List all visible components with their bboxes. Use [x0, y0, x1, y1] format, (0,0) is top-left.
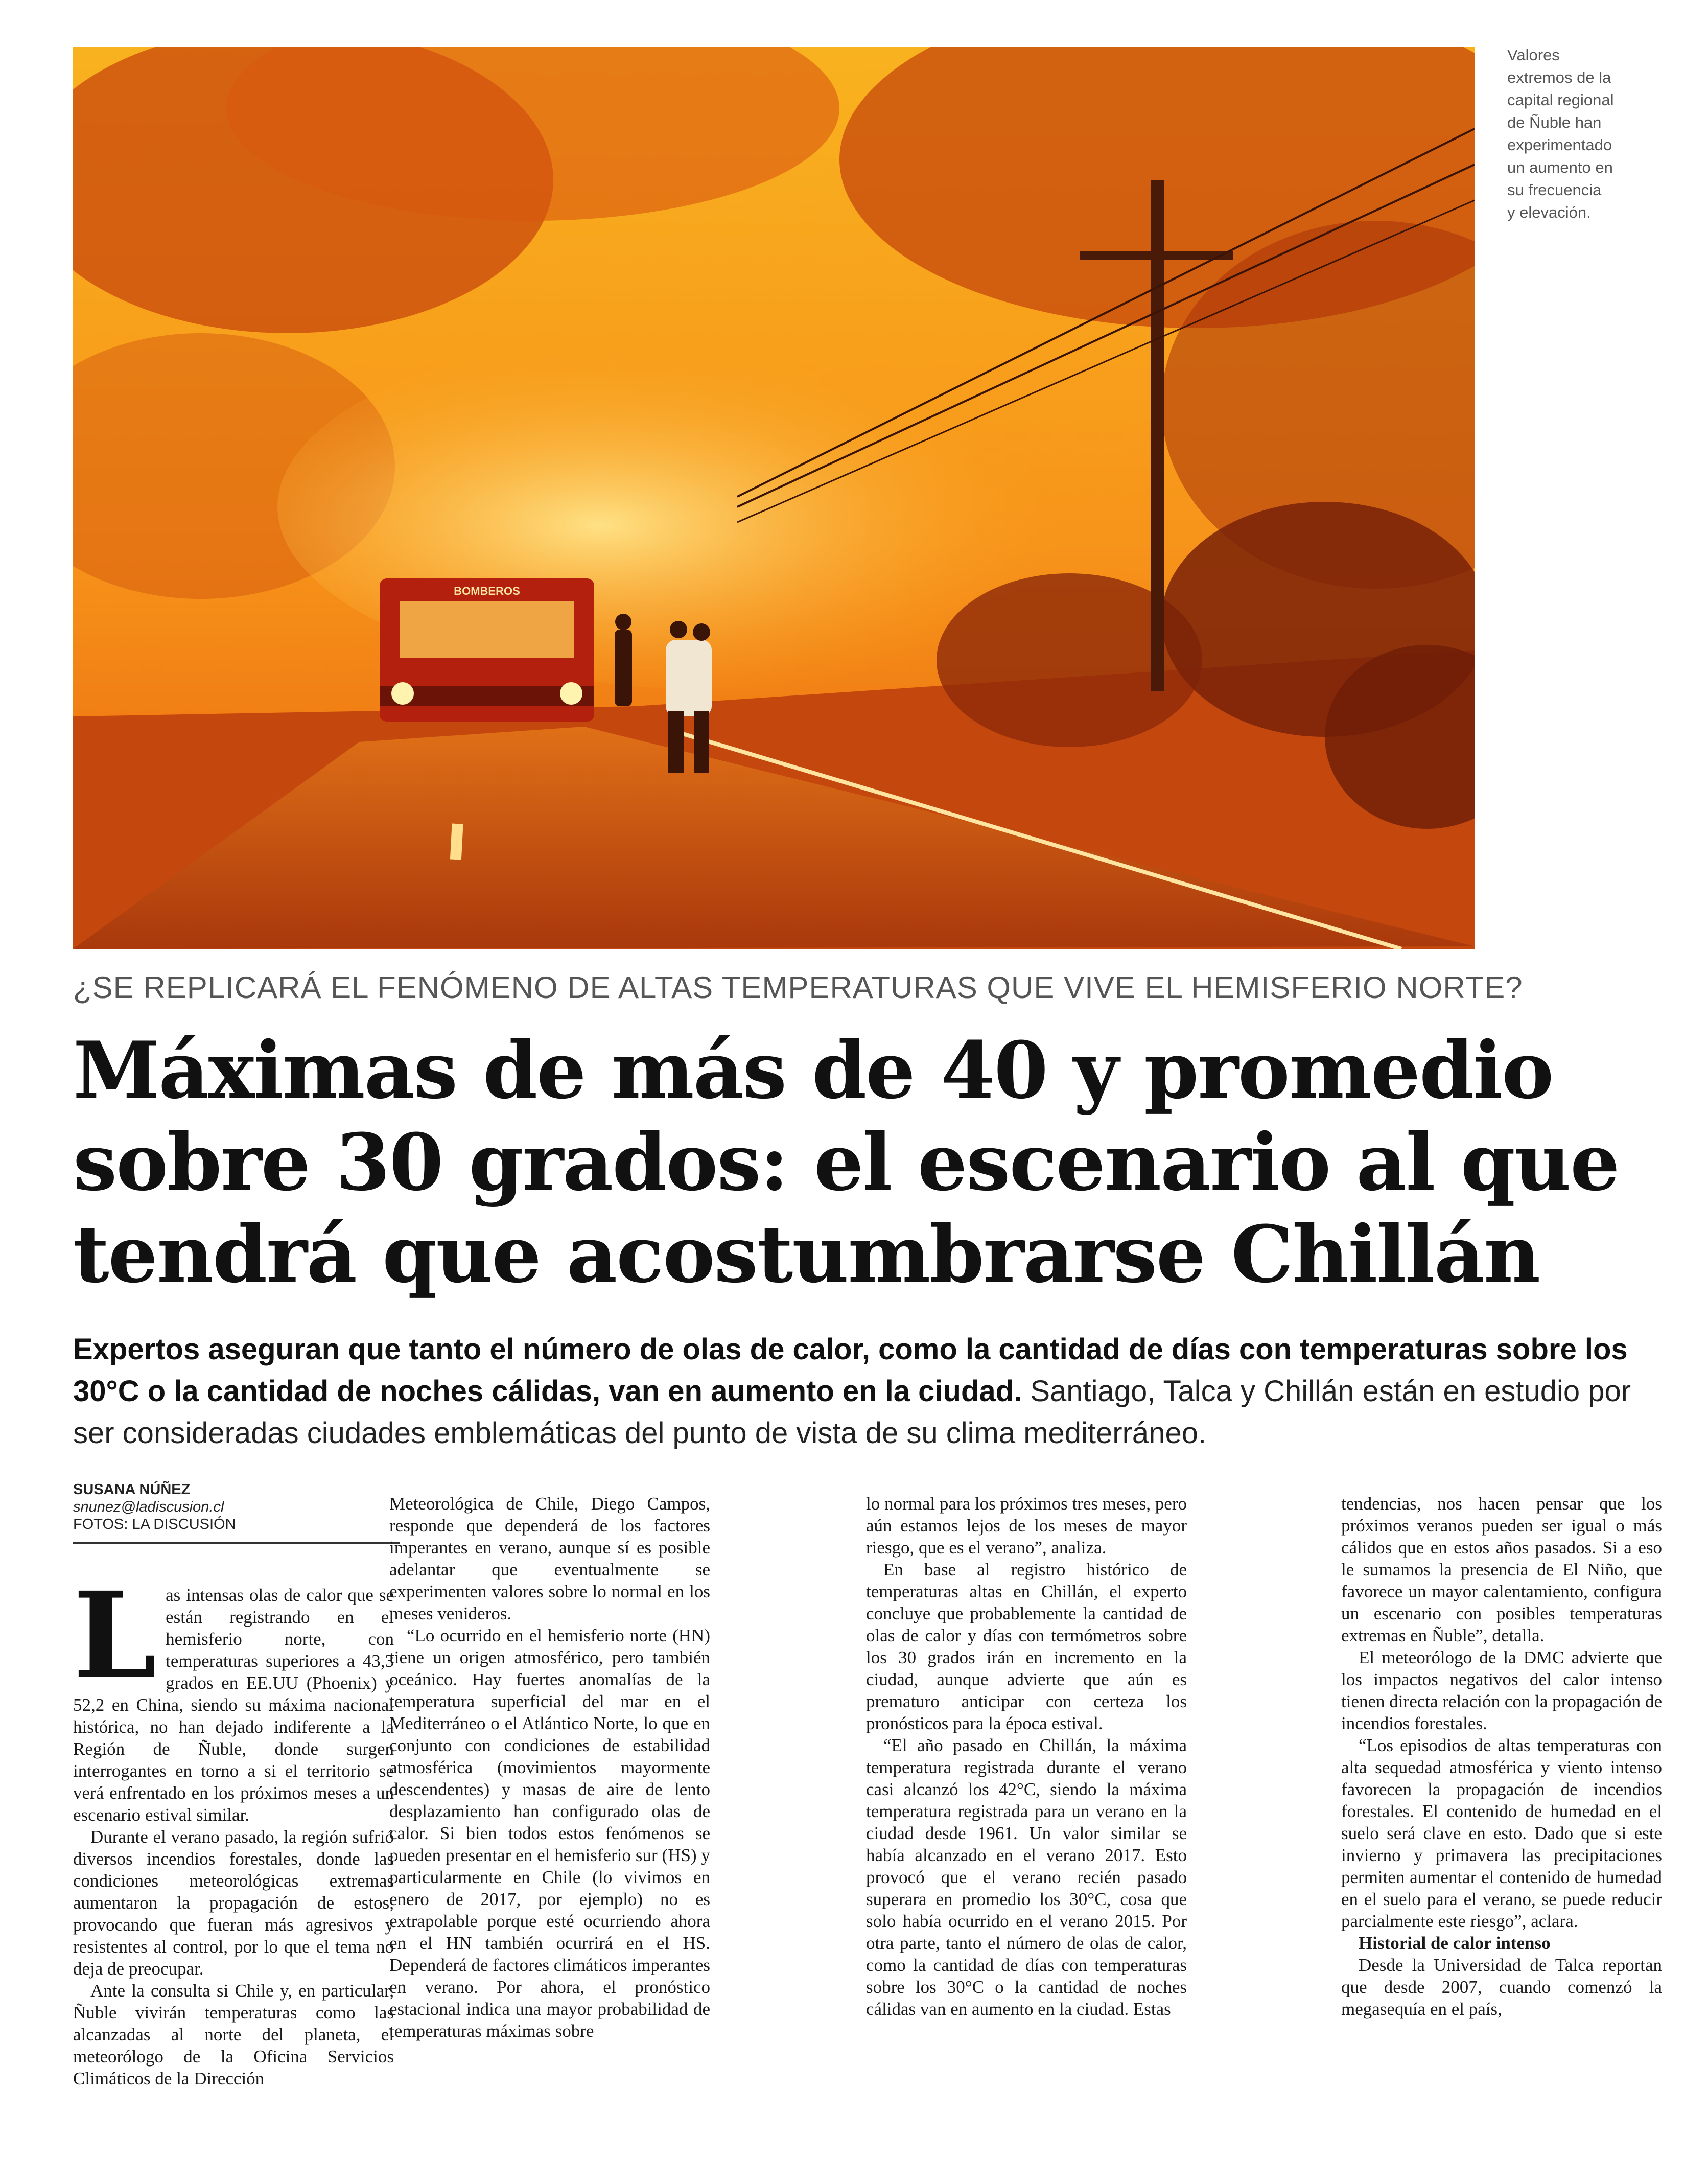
caption-line: un aumento en — [1507, 158, 1613, 176]
caption-line: extremos de la — [1507, 68, 1611, 86]
article-paragraph: En base al registro histórico de temperaturas altas en Chillán, el experto concluye que probablemente la cantidad de olas de calor y días con termómetros sobre los 30 grados irán en incremento en la ciudad, aunque advierte que aún es prematuro anticipar con certeza los pronósticos para la época estival. — [866, 1560, 1187, 1733]
paragraph-text: as intensas olas de calor que se están registrando en el hemisferio norte, con temperaturas superiores a 43,3 grados en EE.UU (Phoenix) y 52,2 en China, siendo su máxima nacional histórica, no han dejado indiferente a la Región de Ñuble, donde surgen interrogantes en torno a si el territorio se verá enfrentado en los próximos meses a un escenario estival similar. — [73, 1585, 394, 1825]
lead-bold: Expertos aseguran que tanto el número de olas de calor, como la cantidad de días con temperaturas sobre los 30°C o la cantidad de noches cálidas, van en aumento en la ciudad. — [73, 1333, 1628, 1408]
article-paragraph: “Los episodios de altas temperaturas con alta sequedad atmosférica y viento intenso favorecen la propagación de incendios forestales. El contenido de humedad en el suelo será clave en esto. Dado que si este invierno y primavera las precipitaciones permiten aumentar el contenido de humedad en el suelo para el verano, se puede reducir parcialmente este riesgo”, aclara. — [1341, 1735, 1662, 1931]
fire-truck — [380, 578, 594, 722]
article-paragraph: El meteorólogo de la DMC advierte que los impactos negativos del calor intenso tienen directa relación con la propagación de incendios forestales. — [1341, 1647, 1662, 1733]
kicker: ¿SE REPLICARÁ EL FENÓMENO DE ALTAS TEMPERATURAS QUE VIVE EL HEMISFERIO NORTE? — [73, 970, 1523, 1005]
headline-line: tendrá que acostumbrarse Chillán — [73, 1209, 1540, 1301]
section-subhead: Historial de calor intenso — [1359, 1933, 1551, 1953]
lead-regular: Santiago, Talca y Chillán están en estudio por ser consideradas ciudades emblemáticas del punto de vista de su clima mediterráneo. — [73, 1375, 1631, 1450]
caption-line: capital regional — [1507, 91, 1614, 109]
author-name: SUSANA NÚÑEZ — [73, 1481, 191, 1498]
article-paragraph: “Lo ocurrido en el hemisferio norte (HN) tiene un origen atmosférico, pero también oceánico. Hay fuertes anomalías de la temperatura superficial del mar en el Mediterráneo o el Atlántico Norte, lo que en conjunto con condiciones de estabilidad atmosférica (movimientos mayormente descendentes) y masas de aire de lento desplazamiento han configurado olas de calor. Si bien todos estos fenómenos se pueden presentar en el hemisferio sur (HS) y particularmente en Chile (lo vivimos en enero de 2017, por ejemplo) no es extrapolable porque esté ocurriendo ahora en el HN también ocurrirá en el HS. Dependerá de factores climáticos imperantes en verano. Por ahora, el pronóstico estacional indica una mayor probabilidad de temperaturas máximas sobre — [389, 1626, 710, 2041]
byline — [73, 1481, 400, 1544]
article-column-1 — [73, 1566, 394, 2090]
article-paragraph: “El año pasado en Chillán, la máxima temperatura registrada durante el verano casi alcanzó los 42°C, siendo la máxima temperatura registrada para un verano en la ciudad desde 1961. Un valor similar se había alcanzado en el verano 2017. Esto provocó que el verano recién pasado superara en promedio los 30°C, cosa que solo había ocurrido en el verano 2015. Por otra parte, tanto el número de olas de calor, como la cantidad de días con temperaturas sobre los 30°C o la cantidad de noches cálidas van en aumento en la ciudad. Estas — [866, 1735, 1187, 2019]
drop-cap: L — [73, 1566, 157, 1705]
wildfire-photo — [73, 47, 1475, 949]
headline — [73, 1025, 1657, 1301]
article-paragraph: Durante el verano pasado, la región sufrió diversos incendios forestales, donde las condiciones meteorológicas extremas aumentaron la propagación de estos, provocando que fueran más agresivos y resistentes al control, por lo que el tema no deja de preocupar. — [73, 1827, 394, 1979]
article-paragraph: Desde la Universidad de Talca reportan que desde 2007, cuando comenzó la megasequía en el país, — [1341, 1955, 1662, 2019]
truck-label: BOMBEROS — [454, 585, 520, 597]
article-column-4 — [1341, 1493, 1662, 2020]
caption-line: de Ñuble han — [1507, 113, 1602, 131]
caption-line: su frecuencia — [1507, 181, 1602, 199]
article-paragraph: Meteorológica de Chile, Diego Campos, responde que dependerá de los factores imperantes en verano, aunque sí es posible adelantar que eventualmente se experimenten valores sobre lo normal en los meses venideros. — [389, 1494, 710, 1623]
article-column-2 — [389, 1493, 710, 2042]
caption-line: Valores — [1507, 46, 1560, 64]
lead-paragraph — [73, 1329, 1647, 1454]
headline-line: Máximas de más de 40 y promedio — [73, 1025, 1553, 1117]
caption-line: experimentado — [1507, 136, 1612, 154]
article-paragraph — [73, 1566, 394, 1826]
article-paragraph: lo normal para los próximos tres meses, pero aún estamos lejos de los meses de mayor riesgo, que es el verano”, analiza. — [866, 1494, 1187, 1558]
photo-credit: FOTOS: LA DISCUSIÓN — [73, 1516, 236, 1533]
article-paragraph: tendencias, nos hacen pensar que los próximos veranos pueden ser igual o más cálidos que en estos años pasados. Si a eso le sumamos la presencia de El Niño, que favorece un mayor calentamiento, configura un escenario con posibles temperaturas extremas en Ñuble”, detalla. — [1341, 1494, 1662, 1645]
caption-line: y elevación. — [1507, 203, 1591, 221]
article-column-3 — [866, 1493, 1187, 2020]
article-paragraph: Ante la consulta si Chile y, en particular, Ñuble vivirán temperaturas como las alcanzadas al norte del planeta, el meteorólogo de la Oficina Servicios Climáticos de la Dirección — [73, 1981, 394, 2088]
headline-line: sobre 30 grados: el escenario al que — [73, 1117, 1619, 1209]
wildfire-illustration — [73, 47, 1475, 949]
photo-caption — [1507, 44, 1640, 224]
author-email: snunez@ladiscusion.cl — [73, 1499, 224, 1515]
